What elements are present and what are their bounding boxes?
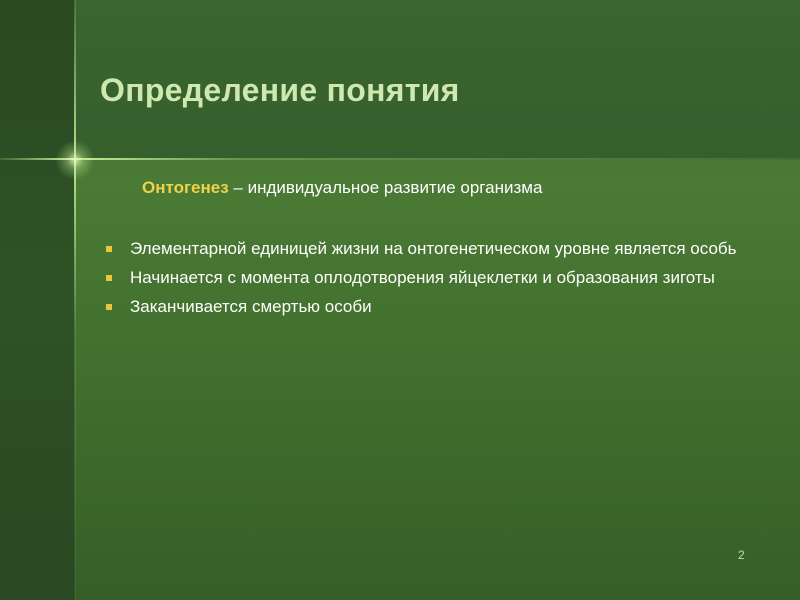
bullet-text: Начинается с момента оплодотворения яйцеклетки и образования зиготы <box>130 268 715 287</box>
definition-text: – индивидуальное развитие организма <box>228 178 543 197</box>
square-bullet-icon <box>106 275 112 281</box>
square-bullet-icon <box>106 246 112 252</box>
bullet-item <box>106 263 746 292</box>
page-number: 2 <box>738 548 745 562</box>
bullet-item <box>106 292 746 321</box>
horizontal-accent-line <box>0 158 800 160</box>
vertical-accent-line <box>74 0 76 600</box>
bullet-list <box>106 234 746 321</box>
bullet-item <box>106 234 746 263</box>
bullet-text: Заканчивается смертью особи <box>130 297 372 316</box>
bullet-text: Элементарной единицей жизни на онтогенетическом уровне является особь <box>130 239 737 258</box>
square-bullet-icon <box>106 304 112 310</box>
light-flare-icon <box>55 140 95 180</box>
definition-term: Онтогенез <box>142 178 229 197</box>
slide-title: Определение понятия <box>100 72 460 108</box>
left-band <box>0 0 75 600</box>
definition-line <box>142 178 542 198</box>
